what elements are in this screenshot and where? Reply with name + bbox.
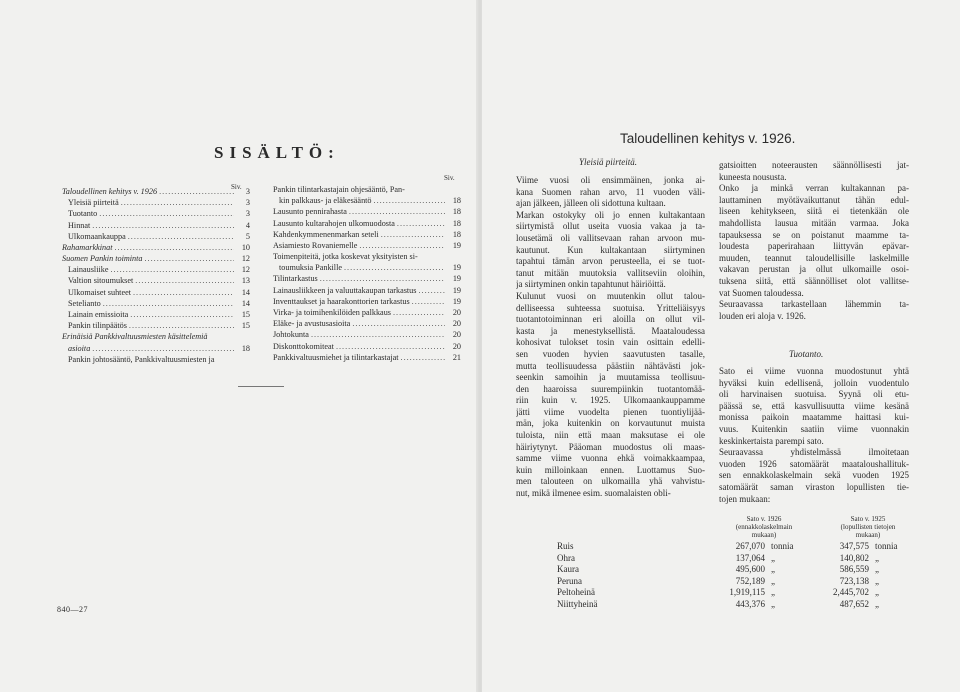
- text-line: kasta ja menestyksellistä. Maataloudessa: [516, 325, 705, 336]
- toc-leader-dots: [103, 298, 234, 309]
- value-1925: 347,575: [839, 541, 869, 551]
- text-line: Markan ostokyky oli jo ennen kultakantaan: [516, 209, 705, 220]
- toc-col1-siv-label: Siv.: [231, 183, 242, 191]
- body-column-2: [719, 160, 909, 322]
- toc-entry-text: Yleisiä piirteitä: [68, 198, 119, 208]
- value-1925: 723,138: [839, 575, 869, 586]
- toc-entry-text: Setelianto: [68, 298, 101, 308]
- toc-leader-dots: [99, 208, 234, 219]
- text-line: tuotantotoiminnan eri aloilla on ollut vil-: [516, 314, 705, 325]
- crop-name: Ruis: [557, 541, 574, 551]
- toc-leader-dots: [145, 253, 235, 264]
- toc-entry: [62, 343, 250, 354]
- toc-entry: [62, 276, 250, 287]
- toc-entry-page: 3: [245, 198, 250, 208]
- folio-number: 840—27: [57, 605, 88, 614]
- toc-entry: [62, 320, 250, 331]
- toc-entry-page: 13: [241, 276, 250, 286]
- toc-entry-text: Rahamarkkinat: [62, 242, 113, 252]
- toc-entry: [273, 262, 461, 273]
- toc-entry: [273, 285, 461, 296]
- toc-entry-page: 4: [245, 220, 250, 230]
- toc-entry: [273, 195, 461, 206]
- value-1926: 752,189: [735, 575, 765, 586]
- toc-entry-text: Suomen Pankin toiminta: [62, 254, 143, 264]
- text-line: Sato ei viime vuonna muodostunut yhtä: [719, 366, 909, 376]
- toc-leader-dots: [135, 275, 234, 286]
- toc-entry-text: Inventtaukset ja haarakonttorien tarkastus: [273, 296, 410, 306]
- unit-1926: „: [771, 552, 775, 563]
- toc-entry-text: Toimenpiteitä, jotka koskevat yksityisten si-: [273, 252, 418, 262]
- toc-entry-page: 19: [452, 296, 461, 306]
- toc-entry: [62, 242, 250, 253]
- toc-leader-dots: [114, 242, 234, 253]
- value-1926: 495,600: [735, 564, 765, 575]
- toc-entry-page: 20: [452, 319, 461, 329]
- toc-entry-text: asioita: [68, 343, 91, 353]
- toc-entry-text: toumuksia Pankille: [279, 263, 342, 273]
- text-line: lauttaminen myötävaikuttanut tähän edul-: [719, 194, 909, 205]
- text-line: kohosivat tulokset tosin vain osittain edelli-: [516, 337, 705, 348]
- text-line: samme viime vuonna ehkä voimakkaampaa,: [516, 453, 705, 464]
- toc-entry: [62, 231, 250, 242]
- text-line: gatsioitten noteerausten säännöllisesti jat-: [719, 160, 909, 170]
- table-head-1925: [816, 515, 920, 541]
- text-line: loudesta paperirahaan liittyvän epävar-: [719, 241, 909, 252]
- toc-entry: [273, 318, 461, 329]
- toc-leader-dots: [352, 318, 445, 329]
- text-line: tuksena siitä, että säännölliset olot vallitse-: [719, 275, 909, 286]
- toc-leader-dots: [336, 341, 445, 352]
- toc-entry-text: Hinnat: [68, 220, 91, 230]
- toc-entry: [62, 220, 250, 231]
- toc-entry-page: 19: [452, 285, 461, 295]
- toc-leader-dots: [349, 206, 445, 217]
- table-row: [554, 553, 920, 565]
- toc-entry-page: 20: [452, 330, 461, 340]
- text-line: kautunut. Kun kultakantaan siirtyminen: [516, 244, 705, 255]
- toc-entry: [273, 307, 461, 318]
- text-line: men talouteen on ulkomailla yhä vahvistu-: [516, 476, 705, 487]
- text-line: louden eri aloja v. 1926.: [719, 310, 806, 321]
- text-line: Kulunut vuosi on muutenkin ollut talou-: [516, 290, 705, 301]
- toc-entry-text: Taloudellinen kehitys v. 1926: [62, 186, 158, 196]
- text-line: häiriytynyt. Pääoman muodostus oli maas-: [516, 441, 705, 452]
- text-line: oli harvinaisen suotuisa. Syynä oli etu-: [719, 389, 909, 400]
- toc-title: SISÄLTÖ:: [214, 143, 340, 162]
- toc-entry-text: Virka- ja toimihenkilöiden palkkaus: [273, 308, 391, 318]
- toc-entry-page: 14: [241, 298, 250, 308]
- crop-name: Peruna: [557, 575, 582, 586]
- toc-entry: [273, 251, 461, 262]
- toc-entry-page: 18: [452, 207, 461, 217]
- table-row: [554, 541, 920, 553]
- section-heading-yleisia: Yleisiä piirteitä.: [579, 157, 638, 167]
- value-1926: 137,064: [735, 552, 765, 563]
- text-line: Onko ja minkä verran kultakannan pa-: [719, 183, 909, 194]
- crop-name: Niittyheinä: [557, 598, 598, 609]
- toc-entry-page: 20: [452, 341, 461, 351]
- toc-entry-page: 19: [452, 263, 461, 273]
- toc-entry: [273, 274, 461, 285]
- toc-leader-dots: [374, 195, 445, 206]
- text-line: kana Suomen rahan arvo, 11 vuoden väli-: [516, 186, 705, 197]
- toc-leader-dots: [320, 273, 445, 284]
- toc-entry: [62, 287, 250, 298]
- text-line: tanut mitään muutoksia vallitseviin oloihin,: [516, 267, 705, 278]
- value-1925: 140,802: [839, 552, 869, 563]
- toc-entry: [273, 240, 461, 251]
- toc-entry: [273, 329, 461, 340]
- toc-entry-page: 3: [245, 186, 250, 196]
- toc-leader-dots: [397, 218, 445, 229]
- body-column-1: [516, 175, 705, 500]
- toc-entry-text: Lausunto kultarahojen ulkomuodosta: [273, 218, 395, 228]
- text-line: mutta teollisuudessa päästiin nähtävästi jok-: [516, 360, 705, 371]
- toc-entry: [62, 298, 250, 309]
- toc-entry-page: 19: [452, 240, 461, 250]
- toc-entry-page: 14: [241, 287, 250, 297]
- table-head-1925-text: Sato v. 1925 (lopullisten tietojen mukaan): [840, 515, 896, 539]
- toc-leader-dots: [92, 343, 234, 354]
- unit-1925: „: [875, 587, 879, 598]
- text-line: lousetämä oli vallitsevaan rahan arvoon mu-: [516, 232, 705, 243]
- toc-entry-page: 19: [452, 274, 461, 284]
- toc-entry-text: Johtokunta: [273, 330, 309, 340]
- toc-entry: [62, 354, 250, 365]
- toc-entry-text: Kahdenkymmenenmarkan seteli: [273, 229, 379, 239]
- text-line: kuin milloinkaan ennen. Luottamus Suo-: [516, 464, 705, 475]
- toc-entry: [273, 206, 461, 217]
- table-head-1926: [712, 515, 816, 541]
- text-line: kuneesta noususta.: [719, 171, 787, 182]
- toc-entry: [62, 186, 250, 197]
- table-head-1926-text: Sato v. 1926 (ennakkolaskelmain mukaan): [735, 515, 793, 539]
- text-line: liseen kehitykseen, siitä ei tietenkään ole: [719, 206, 909, 217]
- toc-entry: [62, 264, 250, 275]
- unit-1926: „: [771, 575, 775, 586]
- toc-entry-text: Valtion sitoumukset: [68, 276, 134, 286]
- text-line: keskinkertaista parempi sato.: [719, 435, 824, 446]
- toc-entry-page: 21: [452, 352, 461, 362]
- toc-entry-page: 18: [452, 218, 461, 228]
- toc-leader-dots: [133, 287, 234, 298]
- text-line: Viime vuosi oli ensimmäinen, jonka ai-: [516, 175, 705, 185]
- crop-name: Ohra: [557, 552, 575, 563]
- toc-entry: [273, 296, 461, 307]
- toc-leader-dots: [418, 285, 445, 296]
- toc-entry: [62, 331, 250, 342]
- value-1926: 443,376: [735, 598, 765, 609]
- toc-entry: [62, 197, 250, 208]
- toc-entry-page: 15: [241, 310, 250, 320]
- toc-entry: [273, 218, 461, 229]
- toc-entry-text: Lausunto pennirahasta: [273, 207, 347, 217]
- unit-1926: „: [771, 587, 775, 598]
- unit-1926: „: [771, 598, 775, 609]
- toc-leader-dots: [401, 352, 445, 363]
- text-line: monissa paikoin maatamme haittasi kui-: [719, 412, 909, 423]
- toc-leader-dots: [311, 329, 445, 340]
- text-line: män, joka kuitenkin on korvautunut muista: [516, 418, 705, 429]
- divider-line: [238, 386, 284, 387]
- toc-column-1: [62, 186, 250, 365]
- text-line: tojen mukaan:: [719, 493, 771, 504]
- toc-entry-page: 3: [245, 209, 250, 219]
- toc-leader-dots: [344, 262, 445, 273]
- toc-entry-page: 18: [452, 229, 461, 239]
- body-column-2b: [719, 366, 909, 505]
- toc-entry-page: 5: [245, 231, 250, 241]
- text-line: tapauksessa se on poistanut maamme ta-: [719, 229, 909, 240]
- unit-1926: tonnia: [771, 541, 794, 551]
- crop-name: Kaura: [557, 564, 579, 575]
- toc-entry-page: 12: [241, 254, 250, 264]
- crop-name: Peltoheinä: [557, 587, 595, 598]
- text-line: jätti viime vuodelta pienen tuontiylijää-: [516, 406, 705, 417]
- toc-entry-text: Asiamiesto Rovaniemelle: [273, 240, 358, 250]
- toc-entry: [62, 309, 250, 320]
- table-row: [554, 599, 920, 611]
- text-line: siirtymistä ollut useita vuosia vakaa ja ta-: [516, 221, 705, 232]
- table-row: [554, 576, 920, 588]
- toc-col2-siv-label: Siv.: [444, 174, 455, 182]
- text-line: sen vuoden hyvien saavutusten tasalle,: [516, 348, 705, 359]
- unit-1925: „: [875, 564, 879, 575]
- toc-entry-text: Erinäisiä Pankkivaltuusmiesten käsittelemiä: [62, 332, 208, 342]
- toc-entry-page: 18: [241, 343, 250, 353]
- toc-entry: [273, 229, 461, 240]
- toc-column-2: [273, 184, 461, 363]
- unit-1925: „: [875, 575, 879, 586]
- text-line: sen ennakkolaskelmain sekä vuoden 1925: [719, 470, 909, 481]
- text-line: Seuraavassa tarkastellaan lähemmin ta-: [719, 299, 909, 310]
- toc-entry-text: Ulkomaankauppa: [68, 231, 126, 241]
- toc-entry: [273, 341, 461, 352]
- toc-leader-dots: [128, 231, 234, 242]
- toc-entry: [62, 253, 250, 264]
- text-line: Seuraavassa yhdistelmässä ilmoitetaan: [719, 447, 909, 458]
- toc-entry: [62, 208, 250, 219]
- text-line: vat Suomen taloudessa.: [719, 287, 804, 298]
- toc-entry-text: Tuotanto: [68, 209, 98, 219]
- toc-entry-text: Pankkivaltuusmiehet ja tilintarkastajat: [273, 352, 399, 362]
- text-line: päässä se, että kasvullisuutta viime kesänä: [719, 400, 909, 411]
- text-line: muuden, teannut taloudellisille laskelmille: [719, 252, 909, 263]
- toc-leader-dots: [412, 296, 445, 307]
- toc-leader-dots: [110, 264, 234, 275]
- toc-entry-text: Diskonttokomiteat: [273, 341, 334, 351]
- toc-leader-dots: [393, 307, 445, 318]
- toc-entry-text: Tilintarkastus: [273, 274, 318, 284]
- toc-entry-text: Pankin tilintarkastajain ohjesääntö, Pan-: [273, 184, 405, 194]
- toc-leader-dots: [121, 197, 234, 208]
- text-line: nut, mikä ilmenee esim. suomalaisten obli-: [516, 488, 671, 499]
- toc-entry-text: Lainain emissioita: [68, 310, 129, 320]
- text-line: den haaroissa suurempiinkin tuotantomää-: [516, 383, 705, 394]
- value-1926: 267,070: [735, 541, 765, 551]
- table-row: [554, 564, 920, 576]
- toc-entry-text: Ulkomaiset suhteet: [68, 287, 131, 297]
- toc-leader-dots: [92, 220, 234, 231]
- text-line: tuloista, niin että maan maksutase ei ole: [516, 430, 705, 441]
- text-line: delliseessa suhteessa suotuisa. Yritteliäisyys: [516, 302, 705, 313]
- table-row: [554, 587, 920, 599]
- text-line: mahdollista lausua mitään varmaa. Joka: [719, 217, 909, 228]
- toc-entry: [273, 352, 461, 363]
- toc-entry-page: 18: [452, 196, 461, 206]
- toc-entry-text: kin palkkaus- ja eläkesääntö: [279, 196, 372, 206]
- toc-entry-page: 10: [241, 242, 250, 252]
- text-line: ajan jälkeen, jälleen oli sidottuna kultaan.: [516, 198, 666, 209]
- unit-1925: „: [875, 552, 879, 563]
- toc-entry-text: Eläke- ja avustusasioita: [273, 319, 351, 329]
- text-line: vakavan perustan ja ollut ulkomaille osoi-: [719, 264, 909, 275]
- unit-1925: tonnia: [875, 541, 898, 551]
- toc-entry-page: 15: [241, 321, 250, 331]
- text-line: vuus. Kuitenkin saatiin viime vuonnakin: [719, 423, 909, 434]
- text-line: satomäärät saman viraston lopullisten tie-: [719, 481, 909, 492]
- value-1925: 2,445,702: [833, 587, 869, 598]
- toc-leader-dots: [129, 320, 234, 331]
- text-line: hyväksi kuin edellisenä, jolloin vuodentulo: [719, 377, 909, 388]
- unit-1925: „: [875, 598, 879, 609]
- toc-entry-page: 12: [241, 265, 250, 275]
- text-line: tapahtui tämän arvon perusteella, ei se tuot-: [516, 256, 705, 267]
- text-line: seenkin samoihin ja muutamissa teollisuu-: [516, 372, 705, 383]
- value-1926: 1,919,115: [729, 587, 765, 598]
- value-1925: 487,652: [839, 598, 869, 609]
- toc-leader-dots: [130, 309, 234, 320]
- toc-entry: [273, 184, 461, 195]
- page-title: Taloudellinen kehitys v. 1926.: [620, 131, 796, 146]
- crop-table: [554, 515, 920, 611]
- toc-entry-text: Pankin johtosääntö, Pankkivaltuusmiesten ja: [68, 354, 215, 364]
- toc-entry-text: Lainausliike: [68, 265, 109, 275]
- text-line: vuoden 1926 satomäärät maataloushallituk-: [719, 458, 909, 469]
- text-line: riin kuin v. 1925. Ulkomaankauppamme: [516, 395, 705, 406]
- value-1925: 586,559: [839, 564, 869, 575]
- toc-leader-dots: [359, 240, 445, 251]
- section-heading-tuotanto: Tuotanto.: [789, 349, 824, 359]
- toc-leader-dots: [159, 186, 234, 197]
- toc-leader-dots: [381, 229, 445, 240]
- toc-entry-page: 20: [452, 308, 461, 318]
- unit-1926: „: [771, 564, 775, 575]
- toc-entry-text: Lainausliikkeen ja valuuttakaupan tarkastus: [273, 285, 417, 295]
- text-line: ja siirtyminen onkin tapahtunut häiriöittä.: [516, 279, 666, 290]
- toc-entry-text: Pankin tilinpäätös: [68, 321, 127, 331]
